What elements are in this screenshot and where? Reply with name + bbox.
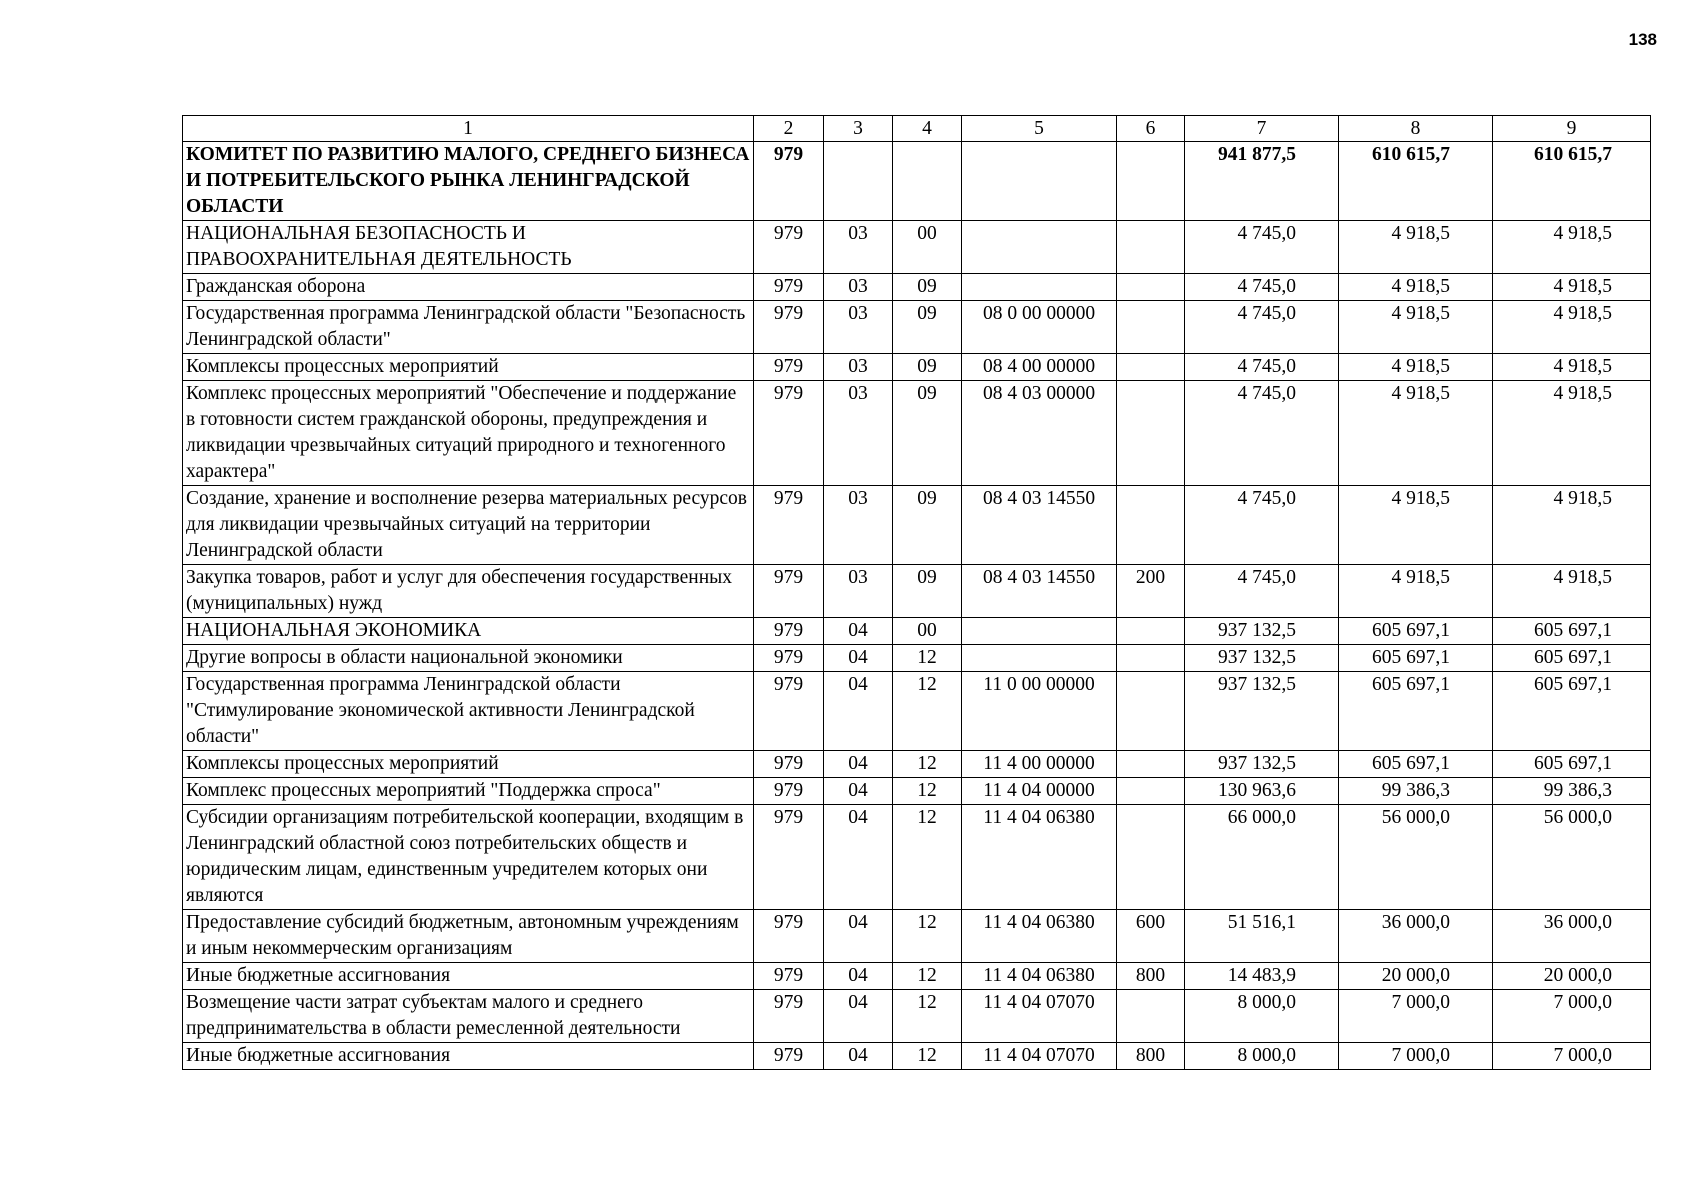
amount-col9-cell: 7 000,0 [1493, 1043, 1651, 1070]
amount-col8-cell: 20 000,0 [1339, 963, 1493, 990]
section-code-cell: 04 [824, 672, 893, 751]
amount-col8-cell: 4 918,5 [1339, 221, 1493, 274]
item-name-cell: Комплекс процессных мероприятий "Обеспечение и поддержание в готовности систем гражданской обороны, предупреждения и ликвидации чрезвычайных ситуаций природного и техногенного характера" [183, 381, 754, 486]
expense-type-cell [1117, 274, 1185, 301]
target-article-cell: 11 4 00 00000 [962, 751, 1117, 778]
table-row [183, 486, 1651, 565]
department-code-cell: 979 [754, 301, 824, 354]
subsection-code-cell: 12 [893, 645, 962, 672]
subsection-code-cell: 12 [893, 805, 962, 910]
expense-type-cell [1117, 486, 1185, 565]
item-name-cell: Иные бюджетные ассигнования [183, 963, 754, 990]
table-row [183, 990, 1651, 1043]
department-code-cell: 979 [754, 1043, 824, 1070]
subsection-code-cell: 00 [893, 618, 962, 645]
department-code-cell: 979 [754, 221, 824, 274]
column-header: 5 [962, 116, 1117, 142]
amount-col7-cell: 4 745,0 [1185, 354, 1339, 381]
table-row [183, 778, 1651, 805]
department-code-cell: 979 [754, 990, 824, 1043]
column-header: 2 [754, 116, 824, 142]
table-row [183, 910, 1651, 963]
item-name-cell: Иные бюджетные ассигнования [183, 1043, 754, 1070]
table-row [183, 301, 1651, 354]
target-article-cell [962, 618, 1117, 645]
expense-type-cell [1117, 618, 1185, 645]
section-code-cell: 04 [824, 778, 893, 805]
table-row [183, 963, 1651, 990]
amount-col7-cell: 937 132,5 [1185, 645, 1339, 672]
amount-col8-cell: 4 918,5 [1339, 274, 1493, 301]
table-row [183, 805, 1651, 910]
amount-col9-cell: 4 918,5 [1493, 301, 1651, 354]
item-name-cell: Другие вопросы в области национальной экономики [183, 645, 754, 672]
table-row [183, 221, 1651, 274]
target-article-cell: 11 4 04 06380 [962, 910, 1117, 963]
item-name-cell: Закупка товаров, работ и услуг для обеспечения государственных (муниципальных) нужд [183, 565, 754, 618]
amount-col7-cell: 51 516,1 [1185, 910, 1339, 963]
department-code-cell: 979 [754, 142, 824, 221]
item-name-cell: Возмещение части затрат субъектам малого и среднего предпринимательства в области ремесленной деятельности [183, 990, 754, 1043]
item-name-cell: Создание, хранение и восполнение резерва материальных ресурсов для ликвидации чрезвычайных ситуаций на территории Ленинградской области [183, 486, 754, 565]
amount-col7-cell: 4 745,0 [1185, 381, 1339, 486]
amount-col9-cell: 4 918,5 [1493, 354, 1651, 381]
column-header: 6 [1117, 116, 1185, 142]
department-code-cell: 979 [754, 618, 824, 645]
amount-col9-cell: 20 000,0 [1493, 963, 1651, 990]
table-row [183, 354, 1651, 381]
subsection-code-cell: 09 [893, 274, 962, 301]
subsection-code-cell: 12 [893, 778, 962, 805]
subsection-code-cell: 09 [893, 565, 962, 618]
amount-col7-cell: 4 745,0 [1185, 486, 1339, 565]
department-code-cell: 979 [754, 963, 824, 990]
table-row [183, 618, 1651, 645]
amount-col9-cell: 605 697,1 [1493, 672, 1651, 751]
amount-col9-cell: 4 918,5 [1493, 221, 1651, 274]
expense-type-cell [1117, 301, 1185, 354]
table-row [183, 751, 1651, 778]
department-code-cell: 979 [754, 672, 824, 751]
subsection-code-cell: 09 [893, 354, 962, 381]
expense-type-cell [1117, 751, 1185, 778]
amount-col8-cell: 610 615,7 [1339, 142, 1493, 221]
expense-type-cell [1117, 381, 1185, 486]
department-code-cell: 979 [754, 910, 824, 963]
amount-col8-cell: 605 697,1 [1339, 618, 1493, 645]
expense-type-cell [1117, 805, 1185, 910]
section-code-cell: 04 [824, 618, 893, 645]
column-header: 7 [1185, 116, 1339, 142]
section-code-cell: 03 [824, 381, 893, 486]
target-article-cell: 08 4 03 14550 [962, 486, 1117, 565]
subsection-code-cell: 09 [893, 486, 962, 565]
item-name-cell: Государственная программа Ленинградской области "Стимулирование экономической активности Ленинградской области" [183, 672, 754, 751]
amount-col8-cell: 36 000,0 [1339, 910, 1493, 963]
amount-col9-cell: 99 386,3 [1493, 778, 1651, 805]
amount-col9-cell: 4 918,5 [1493, 486, 1651, 565]
section-code-cell: 04 [824, 645, 893, 672]
amount-col7-cell: 130 963,6 [1185, 778, 1339, 805]
department-code-cell: 979 [754, 778, 824, 805]
expense-type-cell [1117, 672, 1185, 751]
expense-type-cell: 600 [1117, 910, 1185, 963]
amount-col8-cell: 4 918,5 [1339, 486, 1493, 565]
table-row [183, 381, 1651, 486]
amount-col8-cell: 605 697,1 [1339, 672, 1493, 751]
header-row [183, 116, 1651, 142]
item-name-cell: Комплексы процессных мероприятий [183, 354, 754, 381]
target-article-cell: 11 4 04 07070 [962, 990, 1117, 1043]
table-row [183, 142, 1651, 221]
target-article-cell: 11 4 04 06380 [962, 805, 1117, 910]
item-name-cell: Комплекс процессных мероприятий "Поддержка спроса" [183, 778, 754, 805]
column-header: 8 [1339, 116, 1493, 142]
target-article-cell [962, 221, 1117, 274]
amount-col7-cell: 937 132,5 [1185, 618, 1339, 645]
subsection-code-cell: 12 [893, 751, 962, 778]
subsection-code-cell: 12 [893, 910, 962, 963]
department-code-cell: 979 [754, 565, 824, 618]
item-name-cell: НАЦИОНАЛЬНАЯ ЭКОНОМИКА [183, 618, 754, 645]
item-name-cell: Государственная программа Ленинградской области "Безопасность Ленинградской области" [183, 301, 754, 354]
section-code-cell: 04 [824, 963, 893, 990]
target-article-cell [962, 274, 1117, 301]
subsection-code-cell [893, 142, 962, 221]
expense-type-cell: 800 [1117, 963, 1185, 990]
column-header: 3 [824, 116, 893, 142]
subsection-code-cell: 12 [893, 963, 962, 990]
amount-col8-cell: 7 000,0 [1339, 1043, 1493, 1070]
target-article-cell: 08 0 00 00000 [962, 301, 1117, 354]
column-header: 4 [893, 116, 962, 142]
amount-col9-cell: 605 697,1 [1493, 751, 1651, 778]
expense-type-cell [1117, 778, 1185, 805]
amount-col7-cell: 14 483,9 [1185, 963, 1339, 990]
section-code-cell [824, 142, 893, 221]
table-row [183, 645, 1651, 672]
amount-col9-cell: 605 697,1 [1493, 618, 1651, 645]
section-code-cell: 03 [824, 354, 893, 381]
item-name-cell: Комплексы процессных мероприятий [183, 751, 754, 778]
subsection-code-cell: 12 [893, 672, 962, 751]
column-header: 9 [1493, 116, 1651, 142]
page-number: 138 [1628, 30, 1657, 49]
subsection-code-cell: 12 [893, 990, 962, 1043]
expense-type-cell [1117, 354, 1185, 381]
expense-type-cell [1117, 142, 1185, 221]
section-code-cell: 04 [824, 805, 893, 910]
target-article-cell: 11 0 00 00000 [962, 672, 1117, 751]
amount-col8-cell: 605 697,1 [1339, 645, 1493, 672]
section-code-cell: 04 [824, 751, 893, 778]
section-code-cell: 03 [824, 565, 893, 618]
amount-col7-cell: 4 745,0 [1185, 274, 1339, 301]
target-article-cell: 08 4 00 00000 [962, 354, 1117, 381]
budget-table [182, 115, 1651, 1070]
amount-col7-cell: 8 000,0 [1185, 1043, 1339, 1070]
department-code-cell: 979 [754, 751, 824, 778]
column-header: 1 [183, 116, 754, 142]
amount-col8-cell: 7 000,0 [1339, 990, 1493, 1043]
amount-col7-cell: 937 132,5 [1185, 672, 1339, 751]
subsection-code-cell: 00 [893, 221, 962, 274]
table-row [183, 1043, 1651, 1070]
expense-type-cell [1117, 221, 1185, 274]
amount-col9-cell: 7 000,0 [1493, 990, 1651, 1043]
amount-col9-cell: 605 697,1 [1493, 645, 1651, 672]
amount-col8-cell: 4 918,5 [1339, 381, 1493, 486]
amount-col7-cell: 4 745,0 [1185, 221, 1339, 274]
expense-type-cell [1117, 990, 1185, 1043]
item-name-cell: Гражданская оборона [183, 274, 754, 301]
item-name-cell: Субсидии организациям потребительской кооперации, входящим в Ленинградский областной союз потребительских обществ и юридическим лицам, единственным учредителем которых они являются [183, 805, 754, 910]
section-code-cell: 03 [824, 486, 893, 565]
table-row [183, 565, 1651, 618]
amount-col7-cell: 937 132,5 [1185, 751, 1339, 778]
subsection-code-cell: 09 [893, 381, 962, 486]
amount-col8-cell: 99 386,3 [1339, 778, 1493, 805]
amount-col7-cell: 4 745,0 [1185, 565, 1339, 618]
target-article-cell [962, 142, 1117, 221]
amount-col8-cell: 4 918,5 [1339, 301, 1493, 354]
subsection-code-cell: 09 [893, 301, 962, 354]
target-article-cell: 11 4 04 06380 [962, 963, 1117, 990]
amount-col7-cell: 4 745,0 [1185, 301, 1339, 354]
amount-col9-cell: 4 918,5 [1493, 565, 1651, 618]
expense-type-cell [1117, 645, 1185, 672]
item-name-cell: КОМИТЕТ ПО РАЗВИТИЮ МАЛОГО, СРЕДНЕГО БИЗНЕСА И ПОТРЕБИТЕЛЬСКОГО РЫНКА ЛЕНИНГРАДСКОЙ ОБЛАСТИ [183, 142, 754, 221]
amount-col8-cell: 4 918,5 [1339, 565, 1493, 618]
department-code-cell: 979 [754, 354, 824, 381]
amount-col9-cell: 4 918,5 [1493, 381, 1651, 486]
department-code-cell: 979 [754, 381, 824, 486]
amount-col7-cell: 66 000,0 [1185, 805, 1339, 910]
amount-col9-cell: 36 000,0 [1493, 910, 1651, 963]
amount-col8-cell: 4 918,5 [1339, 354, 1493, 381]
department-code-cell: 979 [754, 274, 824, 301]
expense-type-cell: 800 [1117, 1043, 1185, 1070]
amount-col9-cell: 4 918,5 [1493, 274, 1651, 301]
target-article-cell: 11 4 04 00000 [962, 778, 1117, 805]
target-article-cell: 08 4 03 00000 [962, 381, 1117, 486]
section-code-cell: 03 [824, 274, 893, 301]
target-article-cell: 08 4 03 14550 [962, 565, 1117, 618]
target-article-cell: 11 4 04 07070 [962, 1043, 1117, 1070]
item-name-cell: Предоставление субсидий бюджетным, автономным учреждениям и иным некоммерческим организациям [183, 910, 754, 963]
subsection-code-cell: 12 [893, 1043, 962, 1070]
amount-col9-cell: 56 000,0 [1493, 805, 1651, 910]
department-code-cell: 979 [754, 805, 824, 910]
table-row [183, 672, 1651, 751]
amount-col7-cell: 941 877,5 [1185, 142, 1339, 221]
section-code-cell: 03 [824, 221, 893, 274]
target-article-cell [962, 645, 1117, 672]
department-code-cell: 979 [754, 486, 824, 565]
section-code-cell: 04 [824, 1043, 893, 1070]
amount-col7-cell: 8 000,0 [1185, 990, 1339, 1043]
section-code-cell: 04 [824, 990, 893, 1043]
amount-col8-cell: 56 000,0 [1339, 805, 1493, 910]
amount-col8-cell: 605 697,1 [1339, 751, 1493, 778]
item-name-cell: НАЦИОНАЛЬНАЯ БЕЗОПАСНОСТЬ И ПРАВООХРАНИТЕЛЬНАЯ ДЕЯТЕЛЬНОСТЬ [183, 221, 754, 274]
expense-type-cell: 200 [1117, 565, 1185, 618]
table-row [183, 274, 1651, 301]
section-code-cell: 04 [824, 910, 893, 963]
amount-col9-cell: 610 615,7 [1493, 142, 1651, 221]
department-code-cell: 979 [754, 645, 824, 672]
section-code-cell: 03 [824, 301, 893, 354]
